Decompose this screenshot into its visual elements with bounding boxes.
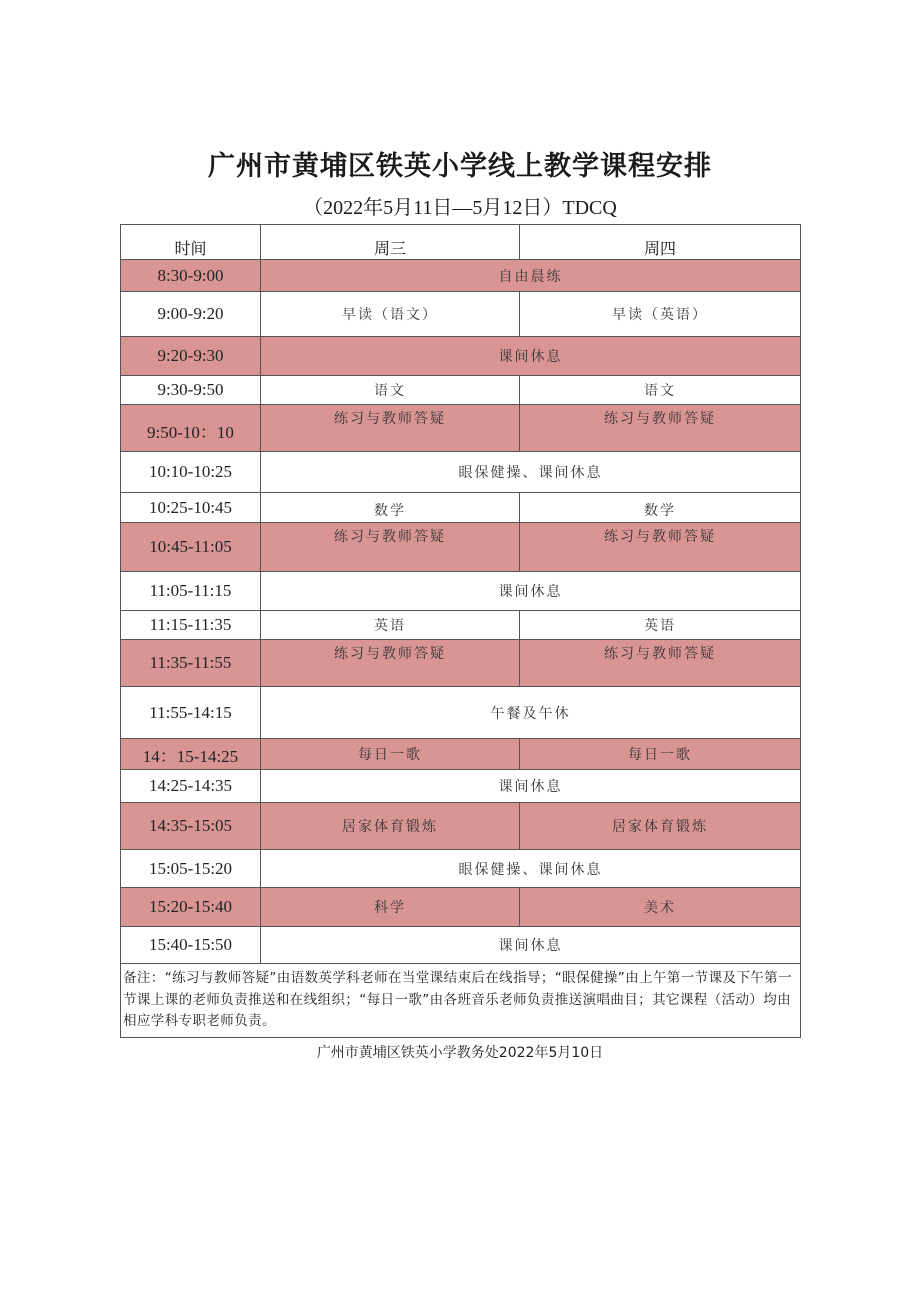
note-row: [121, 964, 801, 1038]
table-row: [121, 523, 801, 572]
activity-cell-merged: 课间休息: [261, 770, 801, 803]
activity-cell-thursday: 每日一歌: [520, 739, 801, 770]
activity-cell-wednesday: 练习与教师答疑: [261, 523, 520, 572]
table-row: [121, 739, 801, 770]
time-cell: 15:05-15:20: [121, 850, 261, 888]
time-cell: 15:20-15:40: [121, 888, 261, 927]
time-cell: 8:30-9:00: [121, 260, 261, 292]
time-cell: 11:35-11:55: [121, 640, 261, 687]
time-cell: 14：15-14:25: [121, 739, 261, 770]
time-cell: 9:50-10：10: [121, 405, 261, 452]
activity-cell-thursday: 练习与教师答疑: [520, 523, 801, 572]
time-cell: 11:15-11:35: [121, 611, 261, 640]
activity-cell-thursday: 美术: [520, 888, 801, 927]
time-cell: 9:00-9:20: [121, 292, 261, 337]
table-row: [121, 850, 801, 888]
table-row: [121, 292, 801, 337]
activity-cell-wednesday: 早读（语文）: [261, 292, 520, 337]
table-row: [121, 260, 801, 292]
header-row: [121, 225, 801, 260]
activity-cell-thursday: 练习与教师答疑: [520, 405, 801, 452]
activity-cell-wednesday: 科学: [261, 888, 520, 927]
activity-cell-thursday: 语文: [520, 376, 801, 405]
time-cell: 11:05-11:15: [121, 572, 261, 611]
time-cell: 9:20-9:30: [121, 337, 261, 376]
table-row: [121, 405, 801, 452]
note-text: 备注：“练习与教师答疑”由语数英学科老师在当堂课结束后在线指导；“眼保健操”由上午第一节课及下午第一节课上课的老师负责推送和在线组织；“每日一歌”由各班音乐老师负责推送演唱曲目；其它课程（活动）均由相应学科专职老师负责。: [121, 964, 801, 1038]
header-wednesday: 周三: [261, 225, 520, 260]
activity-cell-wednesday: 语文: [261, 376, 520, 405]
time-cell: 14:35-15:05: [121, 803, 261, 850]
table-row: [121, 611, 801, 640]
table-row: [121, 803, 801, 850]
time-cell: 15:40-15:50: [121, 927, 261, 964]
time-cell: 11:55-14:15: [121, 687, 261, 739]
table-row: [121, 493, 801, 523]
table-row: [121, 572, 801, 611]
activity-cell-merged: 眼保健操、课间休息: [261, 850, 801, 888]
activity-cell-wednesday: 每日一歌: [261, 739, 520, 770]
activity-cell-wednesday: 数学: [261, 493, 520, 523]
table-row: [121, 640, 801, 687]
header-time: 时间: [121, 225, 261, 260]
table-row: [121, 337, 801, 376]
table-row: [121, 888, 801, 927]
document-title: 广州市黄埔区铁英小学线上教学课程安排: [208, 151, 712, 182]
activity-cell-wednesday: 英语: [261, 611, 520, 640]
activity-cell-thursday: 早读（英语）: [520, 292, 801, 337]
activity-cell-thursday: 数学: [520, 493, 801, 523]
table-row: [121, 452, 801, 493]
time-cell: 14:25-14:35: [121, 770, 261, 803]
time-cell: 10:45-11:05: [121, 523, 261, 572]
schedule-table: [120, 224, 801, 1038]
activity-cell-wednesday: 练习与教师答疑: [261, 405, 520, 452]
activity-cell-thursday: 练习与教师答疑: [520, 640, 801, 687]
time-cell: 10:10-10:25: [121, 452, 261, 493]
time-cell: 10:25-10:45: [121, 493, 261, 523]
activity-cell-merged: 自由晨练: [261, 260, 801, 292]
time-cell: 9:30-9:50: [121, 376, 261, 405]
activity-cell-merged: 午餐及午休: [261, 687, 801, 739]
activity-cell-merged: 课间休息: [261, 927, 801, 964]
activity-cell-merged: 课间休息: [261, 572, 801, 611]
activity-cell-thursday: 英语: [520, 611, 801, 640]
issuer-footer: 广州市黄埔区铁英小学教务处2022年5月10日: [316, 1045, 604, 1061]
activity-cell-thursday: 居家体育锻炼: [520, 803, 801, 850]
table-row: [121, 687, 801, 739]
table-row: [121, 927, 801, 964]
activity-cell-merged: 课间休息: [261, 337, 801, 376]
activity-cell-wednesday: 居家体育锻炼: [261, 803, 520, 850]
activity-cell-merged: 眼保健操、课间休息: [261, 452, 801, 493]
header-thursday: 周四: [520, 225, 801, 260]
date-range-subtitle: （2022年5月11日—5月12日）TDCQ: [303, 197, 617, 219]
table-row: [121, 376, 801, 405]
table-row: [121, 770, 801, 803]
activity-cell-wednesday: 练习与教师答疑: [261, 640, 520, 687]
